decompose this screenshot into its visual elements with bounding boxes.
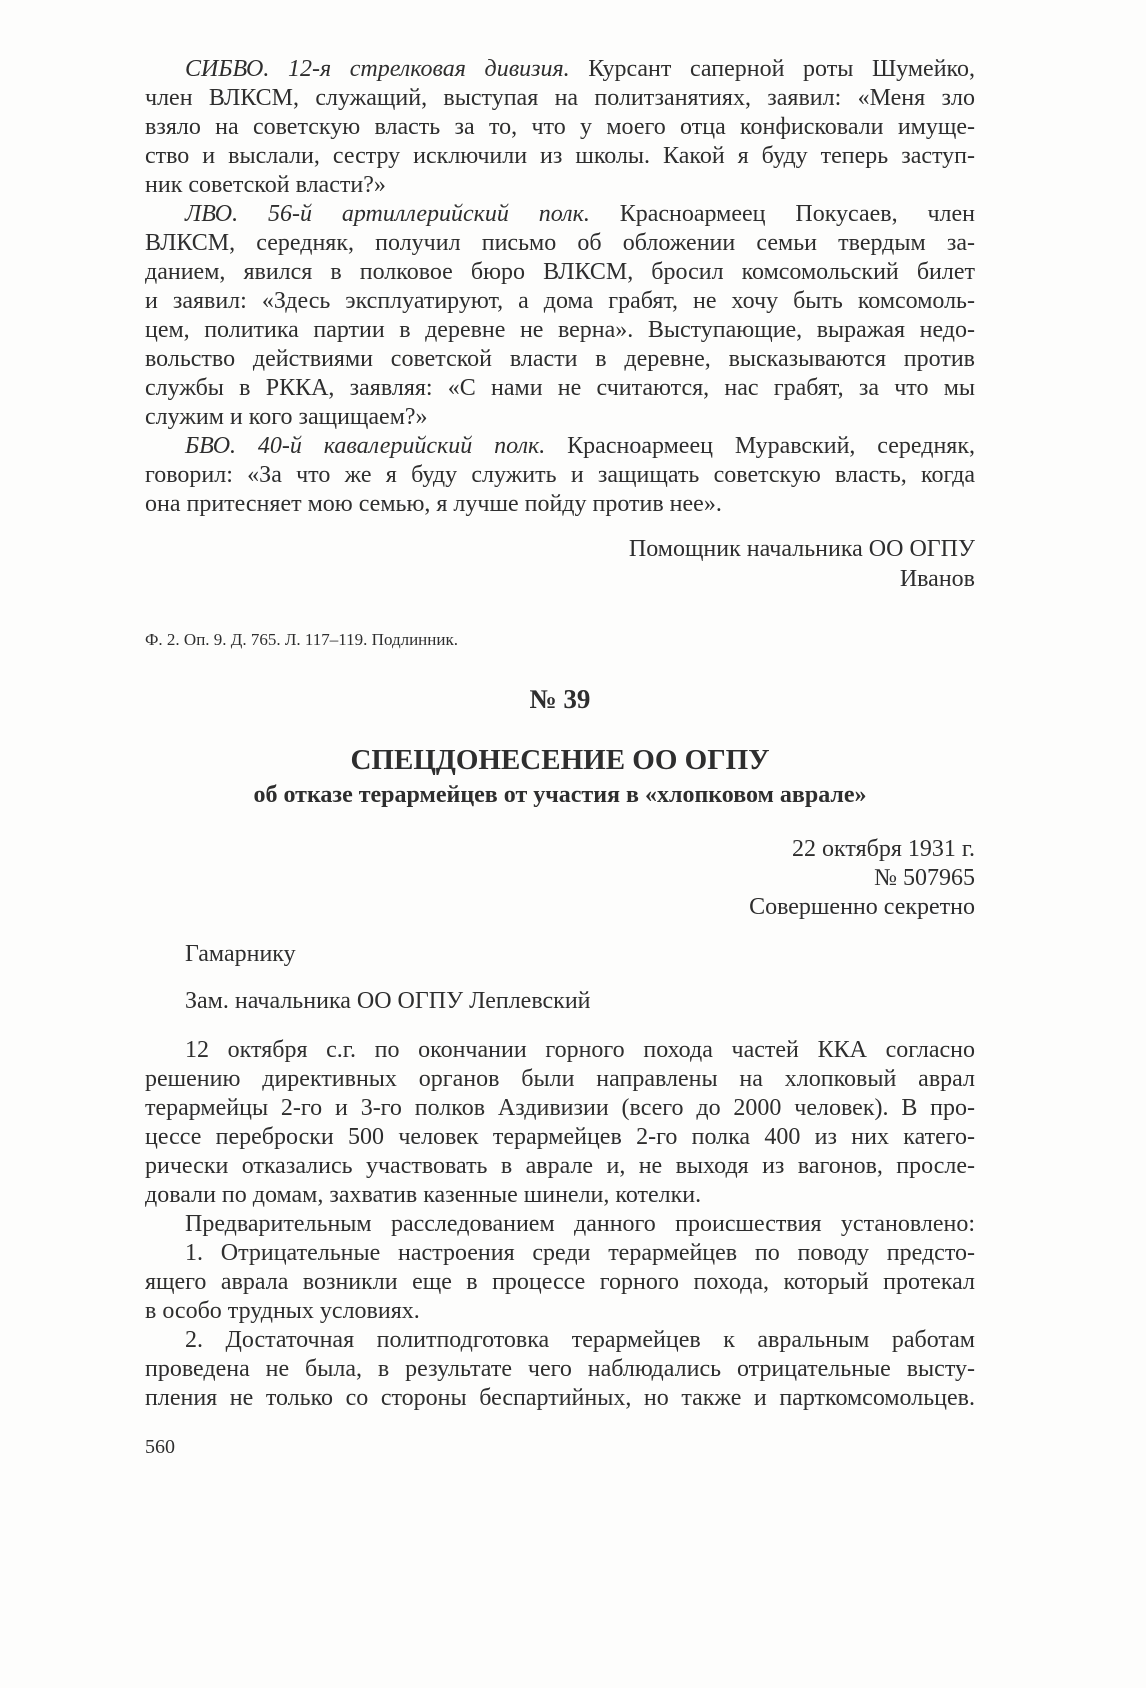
italic-heading: БВО. 40-й кавалерийский полк. [185, 433, 546, 459]
signature-name: Иванов [899, 566, 975, 592]
line-text: ВЛКСМ, середняк, получил письмо об обложении семьи твердым за- [145, 230, 975, 256]
text-line [145, 1239, 975, 1268]
text-line [145, 1355, 975, 1384]
text-line [145, 1181, 975, 1210]
text-line [145, 84, 975, 113]
line-text: цем, политика партии в деревне не верна». Выступающие, выражая недо- [145, 317, 975, 343]
text-line [145, 1268, 975, 1297]
paragraph [145, 200, 975, 432]
line-text: данием, явился в полковое бюро ВЛКСМ, бросил комсомольский билет [145, 259, 975, 285]
text-line [145, 142, 975, 171]
text-line [145, 1384, 975, 1413]
top-paragraphs [145, 55, 975, 519]
text-line [145, 55, 975, 84]
text-line [145, 113, 975, 142]
paragraph [145, 1036, 975, 1210]
line-text: решению директивных органов были направлены на хлопковый аврал [145, 1066, 975, 1092]
line-text: ство и выслали, сестру исключили из школы. Какой я буду теперь заступ- [145, 143, 975, 169]
text-line [145, 432, 975, 461]
document-date: 22 октября 1931 г. [792, 836, 975, 862]
text-line [145, 1036, 975, 1065]
paragraph [145, 1210, 975, 1239]
document-subtitle: об отказе терармейцев от участия в «хлопковом аврале» [253, 782, 867, 808]
text-line [145, 229, 975, 258]
line-text: довали по домам, захватив казенные шинели, котелки. [145, 1182, 702, 1208]
text-line [145, 374, 975, 403]
line-text: взяло на советскую власть за то, что у моего отца конфисковали имуще- [145, 114, 975, 140]
text-line [145, 1152, 975, 1181]
line-text: и заявил: «Здесь эксплуатируют, а дома грабят, не хочу быть комсомоль- [145, 288, 975, 314]
line-text: терармейцы 2-го и 3-го полков Аздивизии (всего до 2000 человек). В про- [145, 1095, 975, 1121]
line-text: вольство действиями советской власти в деревне, высказываются против [145, 346, 975, 372]
paragraph [145, 1239, 975, 1326]
line-text: рически отказались участвовать в аврале и, не выходя из вагонов, просле- [145, 1153, 975, 1179]
line-text: службы в РККА, заявляя: «С нами не считаются, нас грабят, за что мы [145, 375, 975, 401]
italic-heading: СИБВО. 12-я стрелковая дивизия. [185, 56, 570, 82]
text-line [145, 1065, 975, 1094]
line-text: Красноармеец Муравский, середняк, [545, 433, 975, 459]
text-line [145, 287, 975, 316]
line-text: 2. Достаточная политподготовка терармейцев к авральным работам [185, 1327, 975, 1353]
text-line [145, 1297, 975, 1326]
line-text: пления не только со стороны беспартийных, но также и парткомсомольцев. [145, 1385, 975, 1411]
text-line [145, 403, 975, 432]
text-line [145, 345, 975, 374]
line-text: она притесняет мою семью, я лучше пойду против нее». [145, 491, 722, 517]
sender: Зам. начальника ОО ОГПУ Леплевский [185, 988, 591, 1014]
text-line [145, 1094, 975, 1123]
line-text: ник советской власти?» [145, 172, 386, 198]
line-text: Курсант саперной роты Шумейко, [569, 56, 975, 82]
line-text: Красноармеец Покусаев, член [589, 201, 975, 227]
italic-heading: ЛВО. 56-й артиллерийский полк. [185, 201, 590, 227]
document-title: СПЕЦДОНЕСЕНИЕ ОО ОГПУ [350, 744, 770, 776]
text-line [145, 171, 975, 200]
line-text: говорил: «За что же я буду служить и защищать советскую власть, когда [145, 462, 975, 488]
line-text: Предварительным расследованием данного происшествия установлено: [185, 1211, 975, 1237]
line-text: цессе переброски 500 человек терармейцев 2-го полка 400 из них катего- [145, 1124, 975, 1150]
line-text: в особо трудных условиях. [145, 1298, 420, 1324]
text-line [145, 1123, 975, 1152]
signature-block [145, 534, 975, 594]
text-line [145, 490, 975, 519]
line-text: ящего аврала возникли еще в процессе горного похода, который протекал [145, 1269, 975, 1295]
document-classification: Совершенно секретно [749, 894, 975, 920]
line-text: член ВЛКСМ, служащий, выступая на политзанятиях, заявил: «Меня зло [145, 85, 975, 111]
text-line [145, 1210, 975, 1239]
signature-position: Помощник начальника ОО ОГПУ [628, 536, 975, 562]
document-reg-number: № 507965 [874, 865, 975, 891]
paragraph [145, 1326, 975, 1413]
line-text: служим и кого защищаем?» [145, 404, 428, 430]
text-line [145, 316, 975, 345]
line-text: 12 октября с.г. по окончании горного похода частей ККА согласно [185, 1037, 975, 1063]
line-text: проведена не была, в результате чего наблюдались отрицательные высту- [145, 1356, 975, 1382]
body-paragraphs [145, 1036, 975, 1413]
text-line [145, 1326, 975, 1355]
text-line [145, 200, 975, 229]
document-header-meta [145, 835, 975, 922]
page-number: 560 [145, 1436, 175, 1458]
document-number: № 39 [529, 684, 591, 714]
text-line [145, 258, 975, 287]
paragraph [145, 432, 975, 519]
line-text: 1. Отрицательные настроения среди терармейцев по поводу предсто- [185, 1240, 975, 1266]
addressee: Гамарнику [185, 941, 296, 967]
paragraph [145, 55, 975, 200]
source-note: Ф. 2. Оп. 9. Д. 765. Л. 117–119. Подлинник. [145, 630, 458, 649]
text-line [145, 461, 975, 490]
